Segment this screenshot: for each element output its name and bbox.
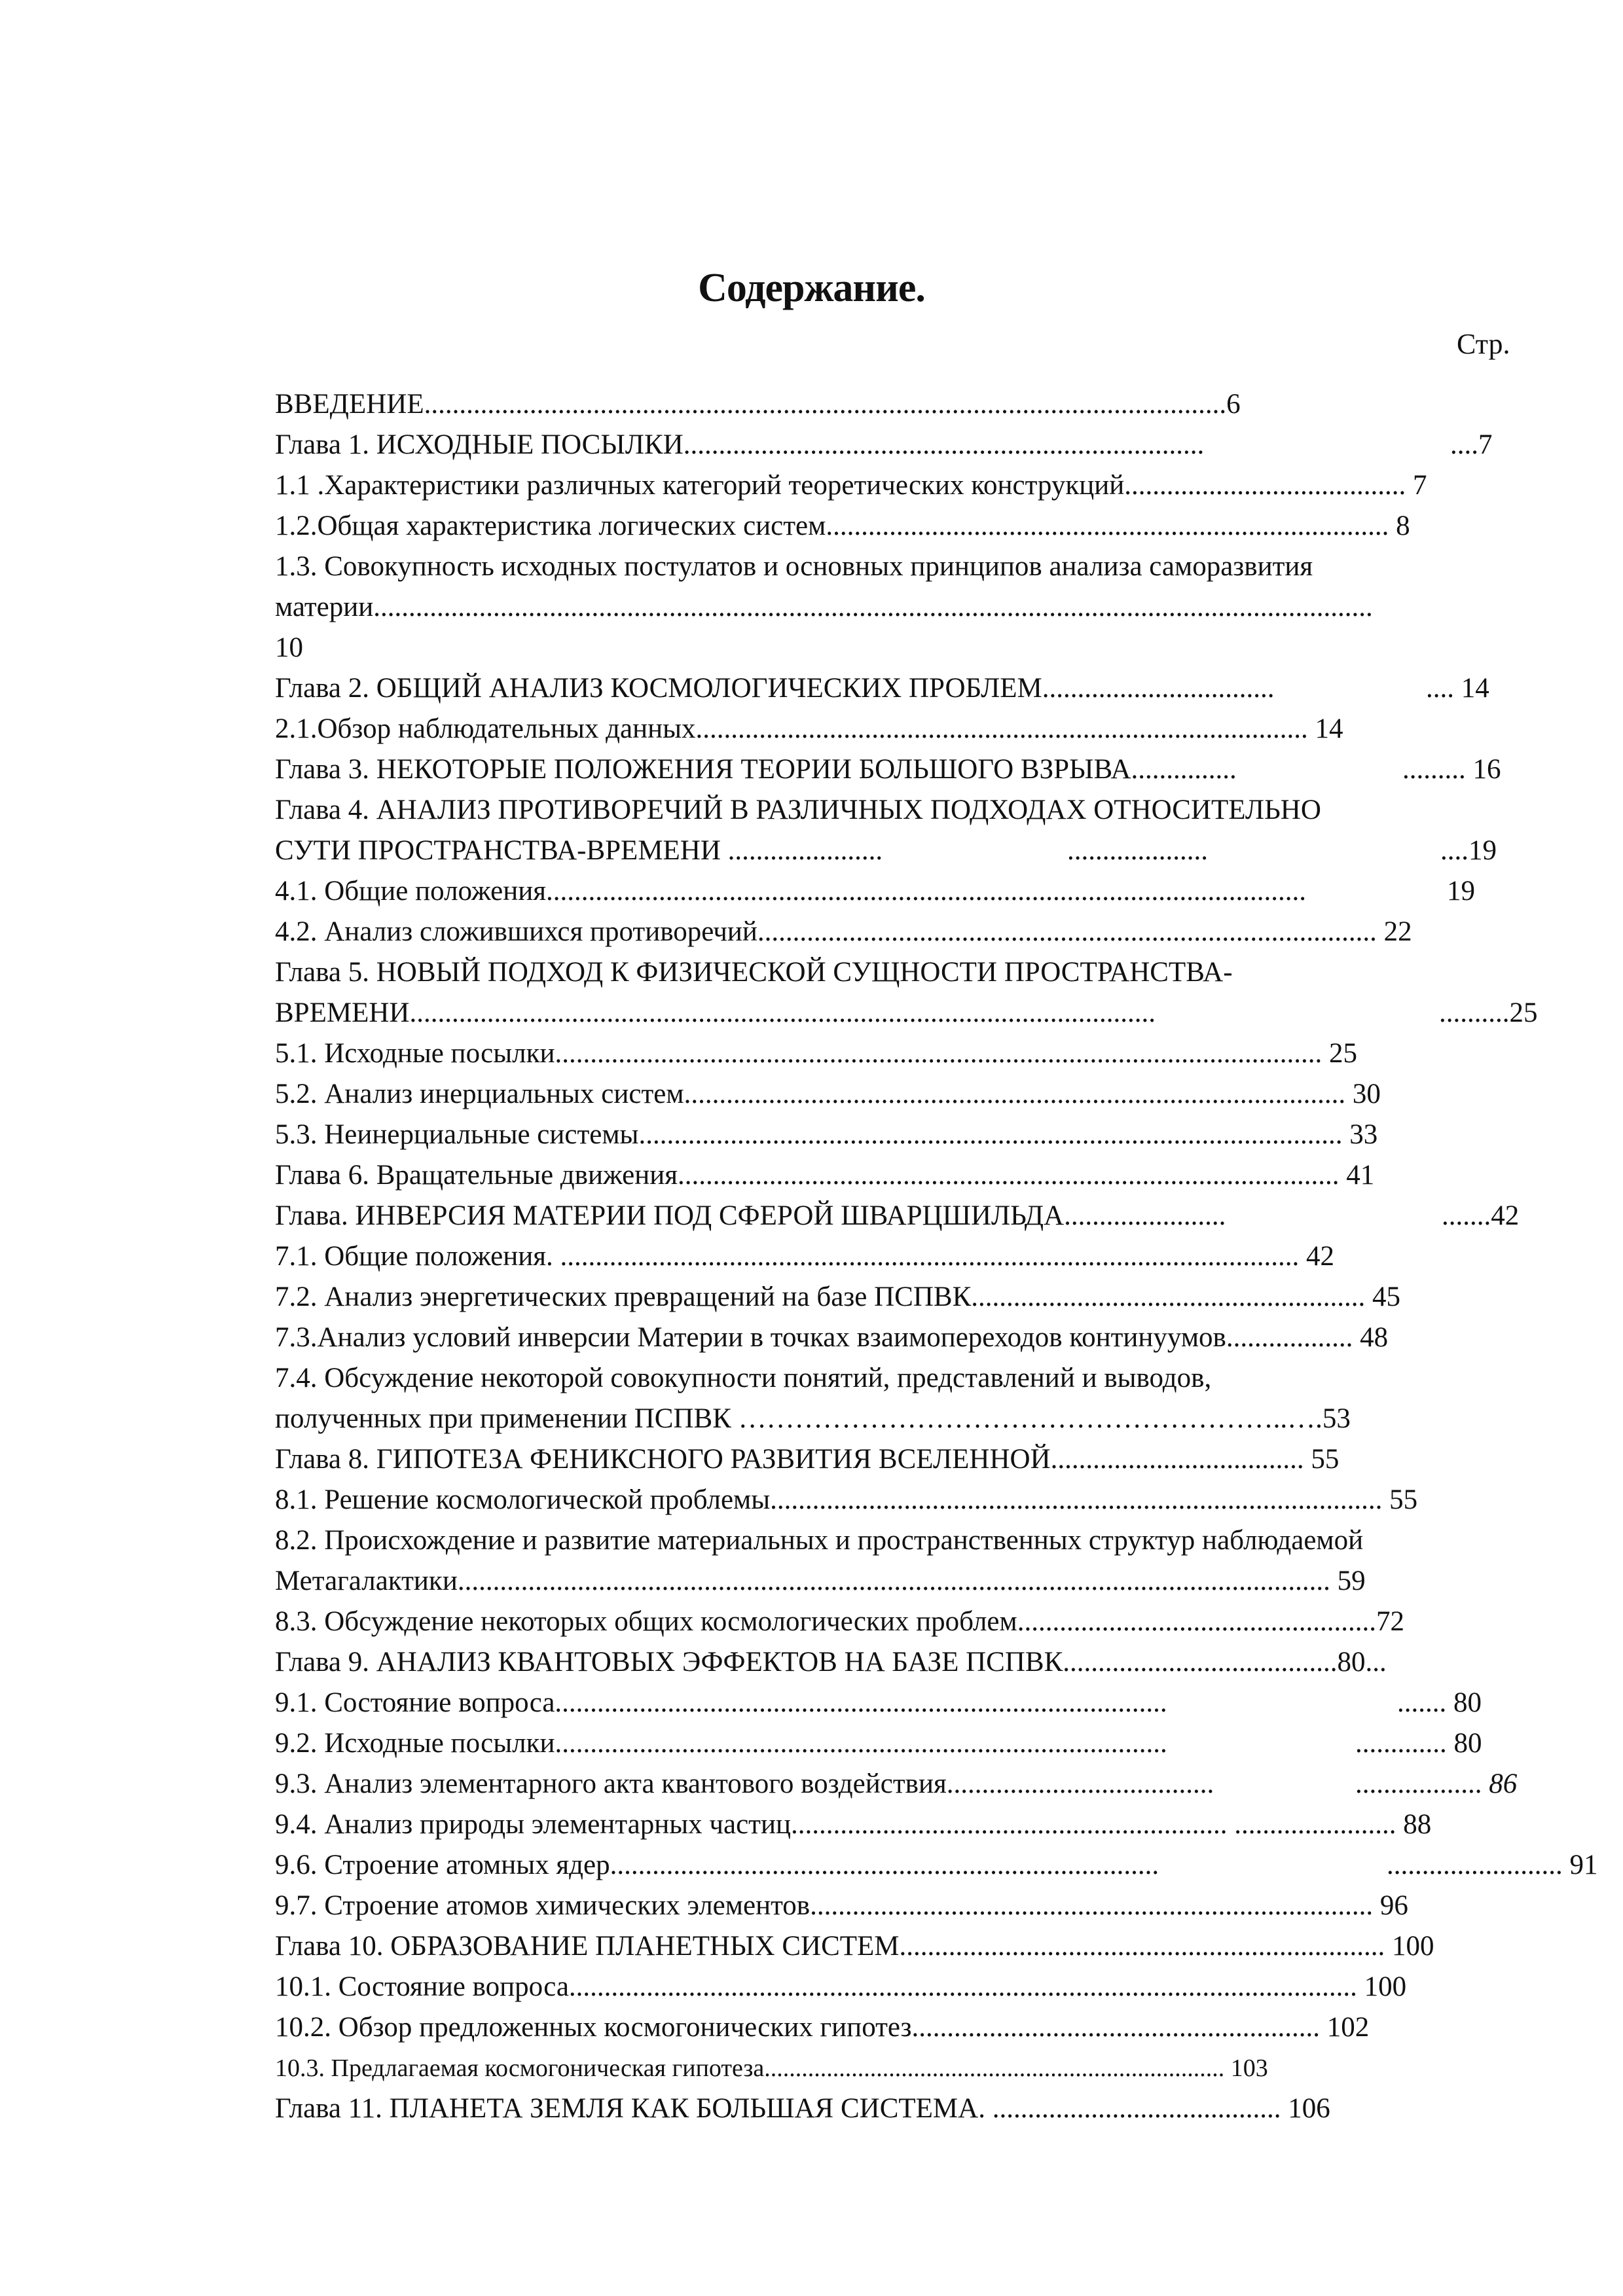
toc-entry: [275, 1602, 1506, 1642]
toc-entry: [275, 912, 1506, 952]
toc-entry: [275, 628, 1506, 668]
toc-page-number: [1450, 425, 1493, 465]
toc-page-number: [1447, 871, 1475, 912]
toc-entry: [275, 1886, 1506, 1926]
toc-page-number: [1402, 749, 1501, 790]
toc-entry-text: ВРЕМЕНИ..........................................................................................................: [275, 997, 1156, 1028]
toc-page-number-text: ......... 16: [1402, 754, 1501, 785]
toc-page-number: [1387, 1845, 1598, 1886]
toc-page-number: [1440, 831, 1497, 871]
toc-entry: [275, 425, 1506, 465]
toc-entry: [275, 1845, 1598, 1886]
toc-entry: [275, 993, 1538, 1033]
toc-entry-text: 4.1. Общие положения............................................................................................................: [275, 876, 1307, 906]
toc-entry: [275, 1155, 1506, 1196]
toc-entry: [275, 465, 1506, 506]
toc-entry-text: Глава 1. ИСХОДНЫЕ ПОСЫЛКИ..........................................................................: [275, 429, 1205, 460]
toc-entry-text: 9.4. Анализ природы элементарных частиц.............................................................. ....................... 88: [275, 1809, 1432, 1840]
toc-page-number-text: ..........25: [1439, 997, 1538, 1028]
toc-entry-text: 5.3. Неинерциальные системы.................................................................................................... 33: [275, 1119, 1378, 1150]
page-column-header: Стр.: [1457, 328, 1510, 360]
toc-entry: [275, 1439, 1506, 1480]
toc-entry-text: Глава 11. ПЛАНЕТА ЗЕМЛЯ КАК БОЛЬШАЯ СИСТЕМА. ......................................... 106: [275, 2093, 1330, 2124]
toc-entry: [275, 1074, 1506, 1115]
toc-entry: [275, 1561, 1506, 1602]
toc-entry-text: 7.1. Общие положения. ......................................................................................................... 42: [275, 1241, 1335, 1272]
toc-entry: [275, 1804, 1506, 1845]
toc-entry-text: Глава 9. АНАЛИЗ КВАНТОВЫХ ЭФФЕКТОВ НА БАЗЕ ПСПВК.......................................80...: [275, 1647, 1387, 1677]
toc-entry-text: Глава 2. ОБЩИЙ АНАЛИЗ КОСМОЛОГИЧЕСКИХ ПРОБЛЕМ.................................: [275, 673, 1275, 704]
toc-page-number-text: ......................... 91: [1387, 1850, 1598, 1880]
toc-entry: [275, 1033, 1506, 1074]
toc-page-number-text: ....7: [1450, 429, 1493, 460]
toc-entry: [275, 952, 1506, 993]
toc-entry-text: Глава 5. НОВЫЙ ПОДХОД К ФИЗИЧЕСКОЙ СУЩНОСТИ ПРОСТРАНСТВА-: [275, 957, 1233, 988]
toc-entry-text: 1.2.Общая характеристика логических систем................................................................................ 8: [275, 511, 1410, 541]
toc-entry: [275, 1236, 1506, 1277]
toc-page-number-text: ..................: [1355, 1768, 1489, 1799]
toc-entry-text: 9.6. Строение атомных ядер..............................................................................: [275, 1850, 1159, 1880]
toc-entry-text: 7.2. Анализ энергетических превращений на базе ПСПВК........................................................ 45: [275, 1282, 1401, 1312]
toc-entry: [275, 709, 1506, 749]
toc-entry-text: 8.2. Происхождение и развитие материальных и пространственных структур наблюдаемой: [275, 1525, 1364, 1556]
toc-entry-text: Глава. ИНВЕРСИЯ МАТЕРИИ ПОД СФЕРОЙ ШВАРЦШИЛЬДА.......................: [275, 1200, 1226, 1231]
toc-entry: [275, 2089, 1506, 2129]
toc-entry: [275, 1926, 1506, 1967]
toc-entry: [275, 1764, 1518, 1804]
toc-entry: [275, 547, 1506, 587]
toc-entry: [275, 1683, 1506, 1723]
toc-entry: [275, 587, 1506, 628]
toc-entry: [275, 1642, 1506, 1683]
toc-entry: [275, 2007, 1506, 2048]
toc-entry: [275, 506, 1506, 547]
toc-entry-text: СУТИ ПРОСТРАНСТВА-ВРЕМЕНИ ......................: [275, 835, 883, 866]
toc-entry-text: 10.2. Обзор предложенных космогонических гипотез.......................................................... 102: [275, 2012, 1370, 2043]
toc-entry-text: 5.1. Исходные посылки............................................................................................................. 25: [275, 1038, 1357, 1069]
toc-entry: [275, 1967, 1506, 2007]
toc-entry-text: 7.4. Обсуждение некоторой совокупности понятий, представлений и выводов,: [275, 1363, 1212, 1393]
toc-entry-text: 4.2. Анализ сложившихся противоречий........................................................................................ 22: [275, 916, 1412, 947]
toc-entry: [275, 1318, 1506, 1358]
toc-page-number: [1397, 1683, 1482, 1723]
toc-entry: [275, 1196, 1520, 1236]
toc-page-number-italic: 86: [1489, 1768, 1518, 1799]
toc-page-number-text: 19: [1447, 876, 1475, 906]
toc-page-number-text: ............. 80: [1355, 1728, 1482, 1759]
toc-page-number-text: .... 14: [1426, 673, 1489, 704]
toc-entry-text: 9.3. Анализ элементарного акта квантового воздействия......................................: [275, 1768, 1214, 1799]
toc-entry-text: 10.3. Предлагаемая космогоническая гипотеза.......................................................................... 103: [275, 2054, 1268, 2082]
toc-page-number: [1426, 668, 1489, 709]
toc-entry-text: Глава 10. ОБРАЗОВАНИЕ ПЛАНЕТНЫХ СИСТЕМ..................................................................... 100: [275, 1931, 1434, 1962]
toc-entry-text: 9.2. Исходные посылки.......................................................................................: [275, 1728, 1167, 1759]
toc-entry: [275, 749, 1506, 790]
toc-entry-text: Глава 4. АНАЛИЗ ПРОТИВОРЕЧИЙ В РАЗЛИЧНЫХ ПОДХОДАХ ОТНОСИТЕЛЬНО: [275, 795, 1321, 825]
toc-page-number: [1442, 1196, 1519, 1236]
toc-page-number: [1355, 1723, 1482, 1764]
toc-entry-text: 9.1. Состояние вопроса.......................................................................................: [275, 1687, 1167, 1718]
toc-page-number: [1355, 1764, 1517, 1804]
toc-entry: [275, 1277, 1506, 1318]
toc-entry: [275, 1480, 1506, 1520]
toc-entry-text: материи..............................................................................................................................................: [275, 592, 1373, 622]
toc-entry: [275, 1115, 1506, 1155]
toc-page-number: [1439, 993, 1538, 1033]
toc-entry-text: 1.1 .Характеристики различных категорий теоретических конструкций........................................ 7: [275, 470, 1427, 501]
toc-entry-text: Глава 8. ГИПОТЕЗА ФЕНИКСНОГО РАЗВИТИЯ ВСЕЛЕННОЙ.................................... 55: [275, 1444, 1340, 1475]
toc-entry: [275, 1399, 1506, 1439]
toc-entry-text: 8.3. Обсуждение некоторых общих космологических проблем...................................................72: [275, 1606, 1404, 1637]
toc-entry: [275, 668, 1506, 709]
toc-entry-text: полученных при применении ПСПВК …………………………………………………..….53: [275, 1403, 1351, 1434]
toc-entry: [275, 1723, 1506, 1764]
toc-entry-leader: ....................: [1067, 835, 1208, 866]
toc-entry-text: Глава 6. Вращательные движения.............................................................................................. 41: [275, 1160, 1375, 1191]
toc-entry: [275, 790, 1506, 831]
toc-entry-text: 8.1. Решение космологической проблемы....................................................................................... 55: [275, 1484, 1418, 1515]
toc-page-number-text: .......42: [1442, 1200, 1520, 1231]
toc-page-number-text: ....... 80: [1397, 1687, 1482, 1718]
toc-entry-text: Метагалактики............................................................................................................................ 59: [275, 1566, 1366, 1596]
toc-entry: [275, 2048, 1506, 2089]
toc-entry: [275, 871, 1506, 912]
toc-entry-text: 10.1. Состояние вопроса................................................................................................................ 100: [275, 1971, 1407, 2002]
toc-entry: [275, 384, 1506, 425]
toc-entry-text: ВВЕДЕНИЕ..................................................................................................................6: [275, 389, 1241, 420]
toc-entry-text: 9.7. Строение атомов химических элементов................................................................................ 96: [275, 1890, 1408, 1921]
table-of-contents: [275, 384, 1598, 2129]
toc-entry-text: 2.1.Обзор наблюдательных данных....................................................................................... 14: [275, 713, 1343, 744]
page-title: Содержание.: [698, 266, 925, 310]
toc-entry-text: 1.3. Совокупность исходных постулатов и основных принципов анализа саморазвития: [275, 551, 1313, 582]
toc-entry-text: 5.2. Анализ инерциальных систем.............................................................................................. 30: [275, 1079, 1381, 1109]
toc-entry-text: Глава 3. НЕКОТОРЫЕ ПОЛОЖЕНИЯ ТЕОРИИ БОЛЬШОГО ВЗРЫВА...............: [275, 754, 1237, 785]
toc-entry: [275, 1520, 1506, 1561]
toc-entry: [275, 831, 1506, 871]
toc-entry-text: 10: [275, 632, 303, 663]
toc-entry: [275, 1358, 1506, 1399]
toc-entry-text: 7.3.Анализ условий инверсии Материи в точках взаимопереходов континуумов.................. 48: [275, 1322, 1389, 1353]
toc-page-number-text: ....19: [1440, 835, 1497, 866]
